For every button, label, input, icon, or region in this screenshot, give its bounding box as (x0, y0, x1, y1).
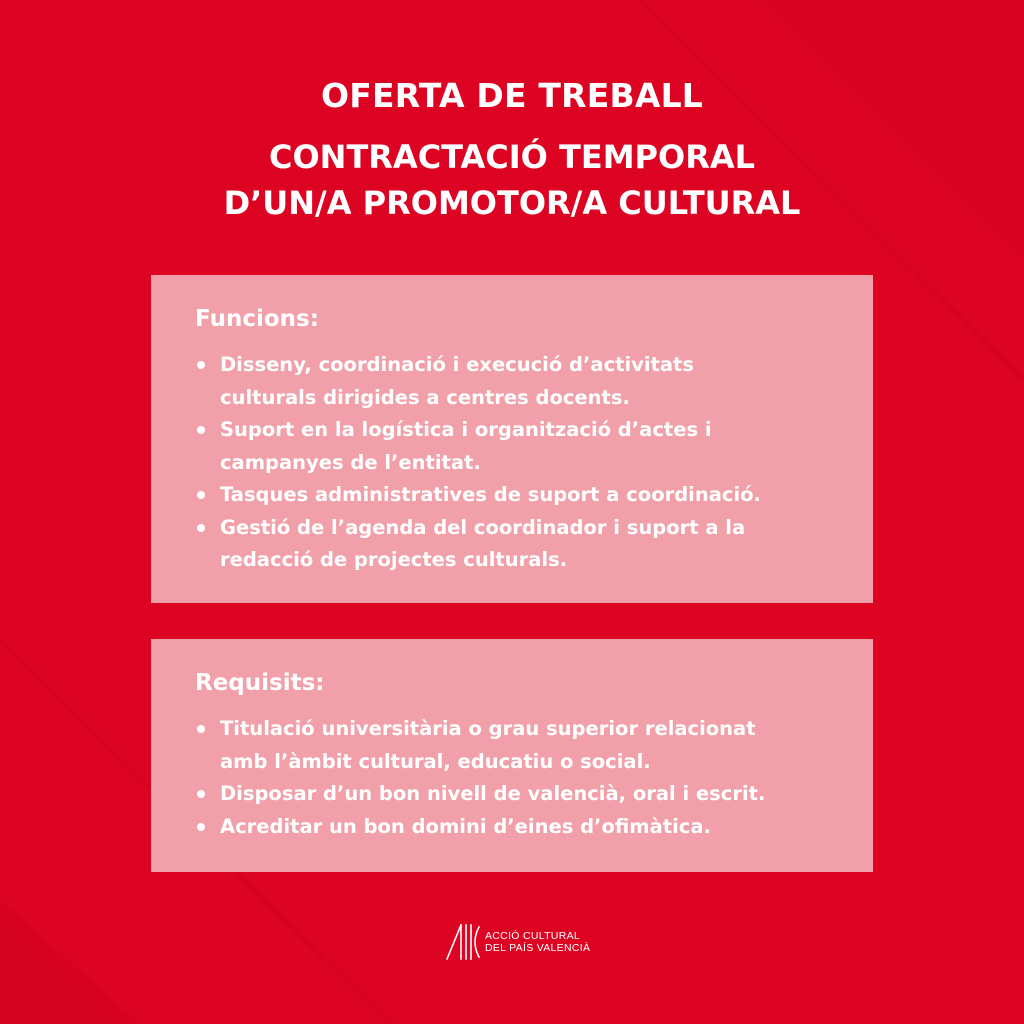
requisits-panel (151, 639, 873, 872)
funcions-list (195, 349, 857, 577)
subtitle-line-2: D’UN/A PROMOTOR/A CULTURAL (223, 184, 801, 222)
list-item (195, 349, 857, 414)
acpv-logo-text (485, 930, 590, 954)
list-item-line: Suport en la logística i organització d’actes i (220, 418, 712, 441)
list-item-line: Disseny, coordinació i execució d’activitats (220, 353, 694, 376)
list-item (195, 778, 857, 811)
list-item-line: amb l’àmbit cultural, educatiu o social. (220, 749, 651, 773)
requisits-heading: Requisits: (195, 670, 325, 696)
bullet-icon (197, 491, 205, 499)
list-item-line: Acreditar un bon domini d’eines d’ofimàtica. (220, 814, 711, 838)
list-item-line: redacció de projectes culturals. (220, 548, 568, 571)
list-item-line: Titulació universitària o grau superior relacionat (220, 717, 756, 740)
list-item (195, 512, 857, 577)
bullet-icon (197, 725, 205, 733)
logo-line-2: DEL PAÍS VALENCIÀ (485, 942, 591, 954)
requisits-list (195, 713, 857, 843)
bullet-icon (197, 524, 205, 532)
list-item-line: Gestió de l’agenda del coordinador i suport a la (220, 515, 746, 539)
bullet-icon (197, 790, 205, 798)
bullet-icon (197, 823, 205, 831)
funcions-heading: Funcions: (195, 306, 319, 332)
list-item-line: culturals dirigides a centres docents. (220, 385, 630, 409)
funcions-panel (151, 275, 873, 603)
list-item (195, 713, 857, 778)
logo-line-1: ACCIÓ CULTURAL (485, 930, 581, 942)
list-item-line: Tasques administratives de suport a coordinació. (220, 483, 761, 506)
bullet-icon (197, 361, 205, 369)
page-title: OFERTA DE TREBALL (320, 76, 704, 115)
acpv-logo (445, 922, 590, 962)
bullet-icon (197, 426, 205, 434)
list-item-line: Disposar d’un bon nivell de valencià, oral i escrit. (220, 782, 766, 805)
subtitle-line-1: CONTRACTACIÓ TEMPORAL (268, 138, 755, 176)
list-item (195, 811, 857, 844)
acpv-logo-icon (445, 923, 481, 961)
list-item-line: campanyes de l’entitat. (220, 450, 481, 474)
list-item (195, 479, 857, 512)
list-item (195, 414, 857, 479)
